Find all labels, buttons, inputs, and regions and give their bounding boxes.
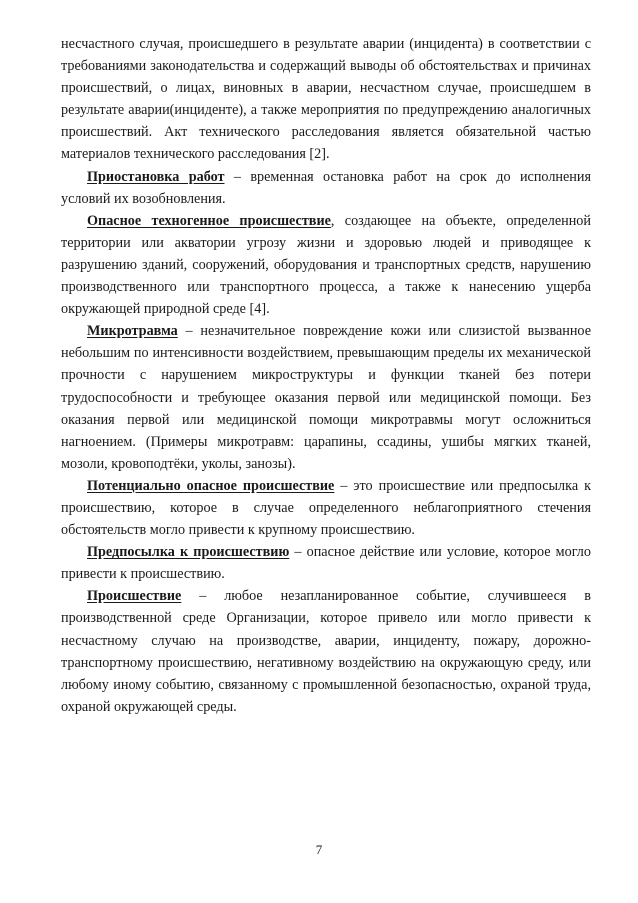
definition-text: – любое незапланированное событие, случившееся в производственной среде Организации, которое привело или могло привести к несчастному случаю на производстве, аварии, инциденту, пожару, дорожно-транспортному происшествию, негативному воздействию на окружающую среду, или любому иному событию, связанному с промышленной безопасностью, охраной труда, охраной окружающей среды. (61, 588, 591, 715)
definition-text: – незначительное повреждение кожи или слизистой вызванное небольшим по интенсивности воздействием, превышающим пределы их механической прочности с нарушением микроструктуры и функции тканей без потери трудоспособности и требующее оказания первой или медицинской помощи. Без оказания первой или медицинской помощи микротравмы могут осложниться нагноением. (Примеры микротравм: царапины, ссадины, ушибы мягких тканей, мозоли, кровоподтёки, уколы, занозы). (61, 323, 591, 472)
paragraph-definition (61, 166, 591, 210)
definition-text: – временная остановка работ на срок до исполнения условий их возобновления. (61, 168, 592, 207)
definition-text: – это происшествие или предпосылка к происшествию, которое в случае определенного неблагоприятного стечения обстоятельств могло привести к крупному происшествию. (61, 477, 591, 539)
defined-term: Предпосылка к происшествию (87, 544, 290, 561)
defined-term: Микротравма (87, 323, 178, 340)
document-body (61, 33, 591, 718)
paragraph-continuation (61, 33, 591, 166)
paragraph-definition (61, 210, 591, 320)
paragraph-definition (61, 320, 591, 475)
paragraph-definition (61, 475, 591, 541)
defined-term: Происшествие (87, 588, 182, 605)
definition-text: , создающее на объекте, определенной территории или акватории угрозу жизни и здоровью людей и приводящее к разрушению зданий, сооружений, оборудования и транспортных средств, нарушению производственного или транспортного процесса, а также к нанесению ущерба окружающей природной среде [4]. (61, 212, 591, 318)
paragraph-definition (61, 585, 591, 718)
defined-term: Опасное техногенное происшествие (87, 212, 331, 229)
defined-term: Приостановка работ (87, 168, 225, 185)
paragraph-definition (61, 541, 591, 585)
page-number: 7 (315, 842, 323, 857)
definition-text: – опасное действие или условие, которое могло привести к происшествию. (61, 544, 591, 583)
paragraph-text: несчастного случая, происшедшего в результате аварии (инцидента) в соответствии с требованиями законодательства и содержащий выводы об обстоятельствах и причинах происшествий, о лицах, виновных в аварии, несчастном случае, происшедшем в результате аварии(инциденте), а также мероприятия по предупреждению аналогичных происшествий. Акт технического расследования является обязательной частью материалов технического расследования [2]. (61, 36, 591, 163)
defined-term: Потенциально опасное происшествие (87, 477, 335, 494)
